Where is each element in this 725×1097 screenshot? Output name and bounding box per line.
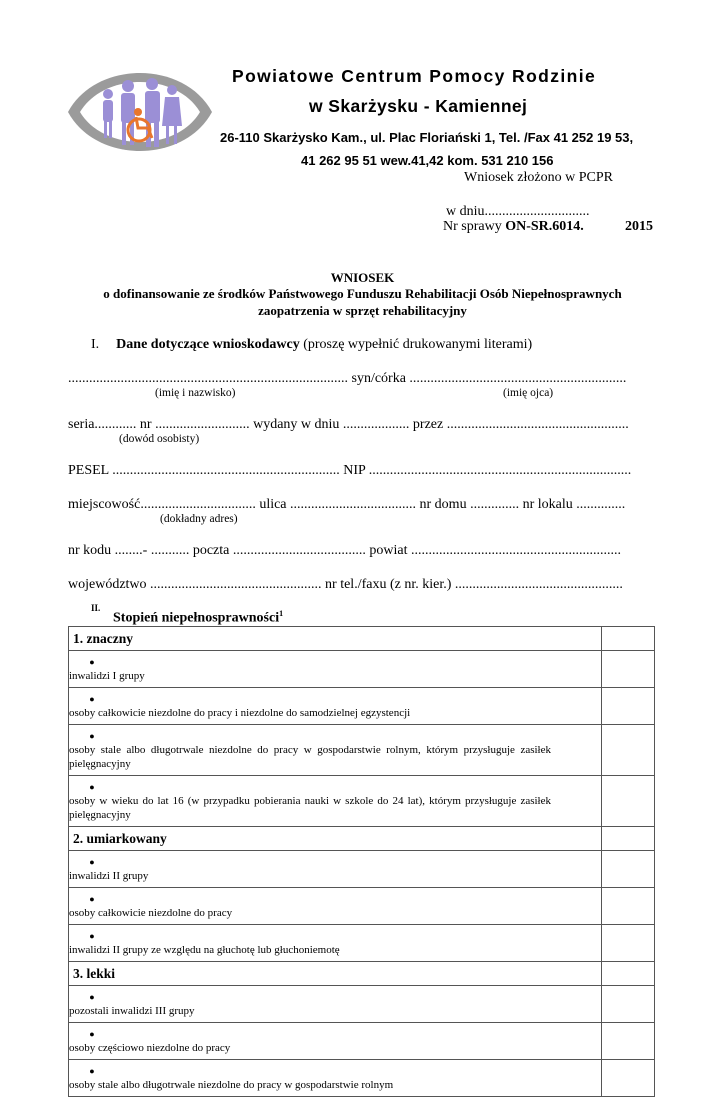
disability-degree-table: [68, 626, 655, 1097]
bullet-icon: ●: [89, 694, 95, 704]
field-postal-row[interactable]: nr kodu ........- ........... poczta ...................................... powiat ............................................................: [68, 543, 621, 558]
field-id-row[interactable]: seria............ nr ........................... wydany w dniu ................... przez ....................................................: [68, 417, 629, 432]
item-text: osoby stale albo długotrwale niezdolne do pracy w gospodarstwie rolnym: [69, 1079, 394, 1091]
category-row: [69, 827, 655, 851]
bullet-icon: ●: [89, 992, 95, 1002]
field-voivodeship-row[interactable]: województwo ................................................. nr tel./faxu (z nr. kier.) ................................................: [68, 577, 623, 592]
table-row: [69, 725, 655, 776]
bullet-icon: ●: [89, 731, 95, 741]
case-year: 2015: [625, 219, 653, 234]
footnote-mark: 1: [279, 609, 284, 618]
org-address: 26-110 Skarżysko Kam., ul. Plac Floriański 1, Tel. /Fax 41 252 19 53,: [220, 130, 634, 145]
hint-address: (dokładny adres): [160, 513, 238, 525]
category-label: 2. umiarkowany: [69, 827, 602, 851]
table-row: [69, 688, 655, 725]
section1-title: Dane dotyczące wnioskodawcy: [116, 337, 300, 352]
section1-number: I.: [91, 337, 100, 352]
pcpr-logo: [66, 64, 214, 160]
section1-heading: [91, 337, 532, 353]
hint-id: (dowód osobisty): [119, 433, 200, 445]
bullet-icon: ●: [89, 1029, 95, 1039]
bullet-icon: ●: [89, 894, 95, 904]
submission-date-line[interactable]: w dniu..............................: [446, 204, 590, 219]
category-label: 1. znaczny: [69, 627, 602, 651]
bullet-icon: ●: [89, 782, 95, 792]
item-text: osoby częściowo niezdolne do pracy: [69, 1042, 231, 1054]
item-text: inwalidzi I grupy: [69, 670, 145, 682]
item-check-cell[interactable]: [602, 776, 655, 827]
section2-number: II.: [91, 603, 101, 613]
table-row: [69, 888, 655, 925]
item-text: osoby całkowicie niezdolne do pracy i niezdolne do samodzielnej egzystencji: [69, 707, 411, 719]
bullet-icon: ●: [89, 657, 95, 667]
item-text: inwalidzi II grupy: [69, 870, 149, 882]
category-label: 3. lekki: [69, 962, 602, 986]
category-check-cell[interactable]: [602, 962, 655, 986]
case-number: [443, 219, 584, 235]
bullet-icon: ●: [89, 1066, 95, 1076]
item-check-cell[interactable]: [602, 851, 655, 888]
item-check-cell[interactable]: [602, 986, 655, 1023]
category-row: [69, 962, 655, 986]
item-text: osoby stale albo długotrwale niezdolne do pracy w gospodarstwie rolnym, którym przysługuje zasiłek pielęgnacyjny: [69, 744, 551, 770]
form-subtitle-2: zaopatrzenia w sprzęt rehabilitacyjny: [258, 303, 467, 318]
item-text: osoby w wieku do lat 16 (w przypadku pobierania nauki w szkole do 24 lat), którym przysługuje zasiłek pielęgnacyjny: [69, 795, 551, 821]
field-name-row[interactable]: ................................................................................ syn/córka ..............................................................: [68, 371, 627, 386]
bullet-icon: ●: [89, 857, 95, 867]
table-row: [69, 776, 655, 827]
table-row: [69, 851, 655, 888]
table-row: [69, 986, 655, 1023]
submitted-label: Wniosek złożono w PCPR: [464, 170, 613, 185]
table-row: [69, 651, 655, 688]
case-prefix: Nr sprawy: [443, 219, 506, 234]
table-row: [69, 925, 655, 962]
section1-note: (proszę wypełnić drukowanymi literami): [303, 337, 533, 352]
item-check-cell[interactable]: [602, 688, 655, 725]
item-check-cell[interactable]: [602, 651, 655, 688]
item-check-cell[interactable]: [602, 1023, 655, 1060]
table-row: [69, 1023, 655, 1060]
bullet-icon: ●: [89, 931, 95, 941]
item-text: inwalidzi II grupy ze względu na głuchotę lub głuchoniemotę: [69, 944, 340, 956]
case-code: ON-SR.6014.: [505, 219, 584, 234]
hint-father: (imię ojca): [503, 387, 554, 399]
item-text: osoby całkowicie niezdolne do pracy: [69, 907, 233, 919]
org-city: w Skarżysku - Kamiennej: [309, 96, 528, 116]
field-pesel-row[interactable]: PESEL ................................................................. NIP ...........................................................................: [68, 463, 632, 478]
form-title: WNIOSEK: [330, 270, 395, 285]
hint-name: (imię i nazwisko): [155, 387, 236, 399]
item-check-cell[interactable]: [602, 888, 655, 925]
form-subtitle-1: o dofinansowanie ze środków Państwowego Funduszu Rehabilitacji Osób Niepełnosprawnych: [103, 286, 622, 301]
item-text: pozostali inwalidzi III grupy: [69, 1005, 195, 1017]
section2-title: [113, 609, 283, 627]
item-check-cell[interactable]: [602, 1060, 655, 1097]
field-address-row[interactable]: miejscowość................................. ulica .................................... nr domu .............. nr lokalu ..............: [68, 497, 626, 512]
category-row: [69, 627, 655, 651]
org-name: Powiatowe Centrum Pomocy Rodzinie: [232, 66, 597, 86]
category-check-cell[interactable]: [602, 627, 655, 651]
category-check-cell[interactable]: [602, 827, 655, 851]
table-row: [69, 1060, 655, 1097]
item-check-cell[interactable]: [602, 925, 655, 962]
org-phone: 41 262 95 51 wew.41,42 kom. 531 210 156: [301, 153, 554, 168]
section2-heading: Stopień niepełnosprawności: [113, 610, 280, 626]
item-check-cell[interactable]: [602, 725, 655, 776]
